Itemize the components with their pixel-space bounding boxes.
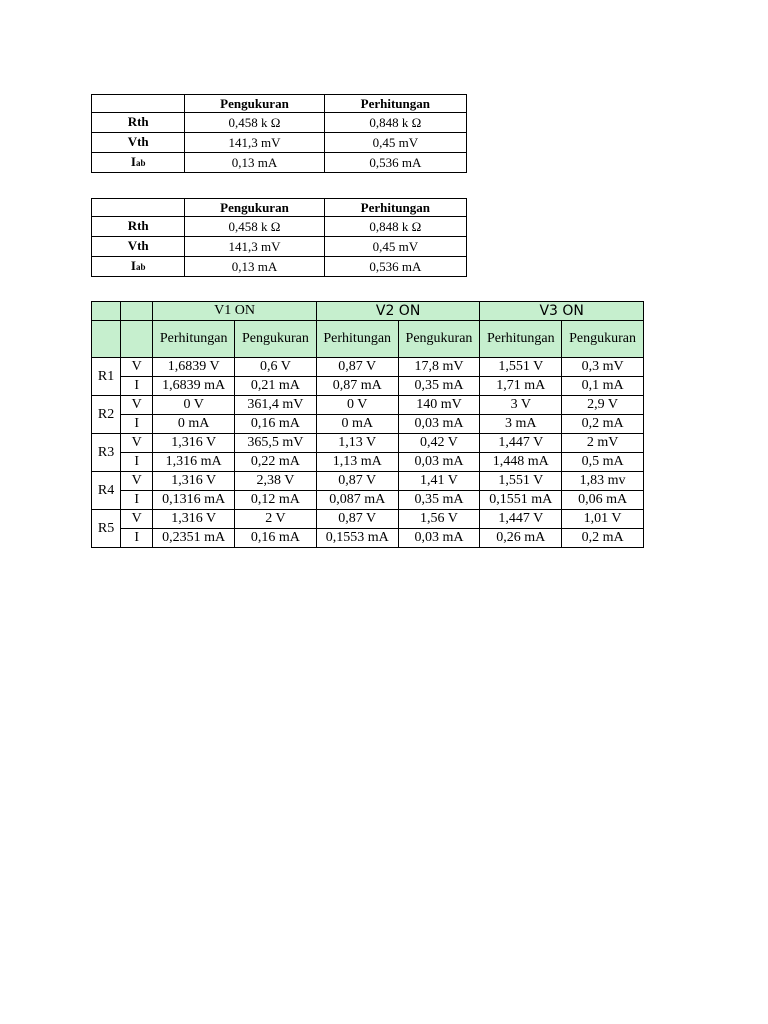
table-row [92, 153, 467, 173]
cell-perhitungan: 0,536 mA [324, 153, 466, 173]
resistor-label: R1 [92, 358, 121, 396]
table-row [92, 237, 467, 257]
value-cell: 0,87 V [316, 510, 398, 529]
table-row [92, 415, 644, 434]
cell-perhitungan: 0,45 mV [324, 237, 466, 257]
subheader-perhitungan: Perhitungan [316, 321, 398, 358]
resistor-measurement-table [91, 301, 644, 548]
header-cell-pengukuran: Pengukuran [185, 95, 324, 113]
thevenin-table-2 [91, 198, 467, 277]
value-cell: 0,35 mA [398, 377, 480, 396]
value-cell: 0,03 mA [398, 415, 480, 434]
table-row [92, 434, 644, 453]
value-cell: 0,1553 mA [316, 529, 398, 548]
quantity-type: I [121, 491, 153, 510]
cell-pengukuran: 0,458 k Ω [185, 217, 324, 237]
row-label-rth: Rth [92, 113, 185, 133]
table-row [92, 396, 644, 415]
quantity-type: V [121, 396, 153, 415]
value-cell: 1,447 V [480, 510, 562, 529]
thevenin-table-1 [91, 94, 467, 173]
value-cell: 1,71 mA [480, 377, 562, 396]
resistor-label: R3 [92, 434, 121, 472]
value-cell: 1,6839 mA [153, 377, 235, 396]
value-cell: 361,4 mV [235, 396, 317, 415]
table-row [92, 257, 467, 277]
group-header-v1-on: V1 ON [153, 302, 317, 321]
table-row [92, 453, 644, 472]
value-cell: 0,26 mA [480, 529, 562, 548]
value-cell: 0 mA [316, 415, 398, 434]
quantity-type: I [121, 415, 153, 434]
quantity-type: V [121, 358, 153, 377]
table-row [92, 377, 644, 396]
subheader-pengukuran: Pengukuran [398, 321, 480, 358]
value-cell: 0,35 mA [398, 491, 480, 510]
value-cell: 0,87 mA [316, 377, 398, 396]
value-cell: 0,2351 mA [153, 529, 235, 548]
value-cell: 0,03 mA [398, 453, 480, 472]
resistor-label: R2 [92, 396, 121, 434]
table-row [92, 113, 467, 133]
subheader-perhitungan: Perhitungan [153, 321, 235, 358]
value-cell: 0,1551 mA [480, 491, 562, 510]
table-row [92, 217, 467, 237]
row-label-iab: Iab [92, 153, 185, 173]
header-cell-empty [121, 321, 153, 358]
value-cell: 0,12 mA [235, 491, 317, 510]
value-cell: 1,01 V [562, 510, 644, 529]
value-cell: 0,5 mA [562, 453, 644, 472]
group-header-row [92, 302, 644, 321]
value-cell: 1,316 V [153, 510, 235, 529]
quantity-type: I [121, 529, 153, 548]
value-cell: 0,16 mA [235, 529, 317, 548]
value-cell: 0 V [153, 396, 235, 415]
value-cell: 0,2 mA [562, 529, 644, 548]
value-cell: 0,6 V [235, 358, 317, 377]
value-cell: 0,87 V [316, 472, 398, 491]
header-cell-perhitungan: Perhitungan [324, 199, 466, 217]
value-cell: 1,448 mA [480, 453, 562, 472]
cell-pengukuran: 141,3 mV [185, 133, 324, 153]
subheader-perhitungan: Perhitungan [480, 321, 562, 358]
table-row [92, 472, 644, 491]
value-cell: 0 V [316, 396, 398, 415]
header-cell-empty [92, 95, 185, 113]
value-cell: 1,13 V [316, 434, 398, 453]
value-cell: 17,8 mV [398, 358, 480, 377]
quantity-type: V [121, 510, 153, 529]
value-cell: 0,06 mA [562, 491, 644, 510]
value-cell: 1,13 mA [316, 453, 398, 472]
resistor-label: R4 [92, 472, 121, 510]
value-cell: 1,551 V [480, 358, 562, 377]
value-cell: 2,9 V [562, 396, 644, 415]
table-header-row [92, 199, 467, 217]
value-cell: 1,316 mA [153, 453, 235, 472]
table-row [92, 358, 644, 377]
value-cell: 140 mV [398, 396, 480, 415]
value-cell: 0,03 mA [398, 529, 480, 548]
quantity-type: I [121, 453, 153, 472]
value-cell: 0,3 mV [562, 358, 644, 377]
sub-header-row [92, 321, 644, 358]
row-label-vth: Vth [92, 237, 185, 257]
value-cell: 2,38 V [235, 472, 317, 491]
value-cell: 0,22 mA [235, 453, 317, 472]
value-cell: 1,83 mv [562, 472, 644, 491]
cell-pengukuran: 0,458 k Ω [185, 113, 324, 133]
cell-perhitungan: 0,45 mV [324, 133, 466, 153]
value-cell: 2 mV [562, 434, 644, 453]
quantity-type: V [121, 434, 153, 453]
quantity-type: I [121, 377, 153, 396]
cell-pengukuran: 0,13 mA [185, 153, 324, 173]
value-cell: 1,316 V [153, 434, 235, 453]
row-label-vth: Vth [92, 133, 185, 153]
value-cell: 3 mA [480, 415, 562, 434]
header-cell-empty [92, 199, 185, 217]
value-cell: 0,21 mA [235, 377, 317, 396]
header-cell-empty [92, 321, 121, 358]
value-cell: 0,1 mA [562, 377, 644, 396]
value-cell: 0,16 mA [235, 415, 317, 434]
resistor-rows [92, 358, 644, 548]
cell-perhitungan: 0,536 mA [324, 257, 466, 277]
header-cell-pengukuran: Pengukuran [185, 199, 324, 217]
table-row [92, 529, 644, 548]
cell-perhitungan: 0,848 k Ω [324, 217, 466, 237]
value-cell: 0 mA [153, 415, 235, 434]
value-cell: 2 V [235, 510, 317, 529]
value-cell: 0,087 mA [316, 491, 398, 510]
quantity-type: V [121, 472, 153, 491]
value-cell: 1,56 V [398, 510, 480, 529]
value-cell: 0,87 V [316, 358, 398, 377]
table-header-row [92, 95, 467, 113]
resistor-label: R5 [92, 510, 121, 548]
value-cell: 0,1316 mA [153, 491, 235, 510]
value-cell: 1,6839 V [153, 358, 235, 377]
row-label-iab: Iab [92, 257, 185, 277]
group-header-v3-on: V3 ON [480, 302, 644, 321]
table-row [92, 133, 467, 153]
value-cell: 0,42 V [398, 434, 480, 453]
value-cell: 0,2 mA [562, 415, 644, 434]
value-cell: 1,316 V [153, 472, 235, 491]
subheader-pengukuran: Pengukuran [235, 321, 317, 358]
cell-perhitungan: 0,848 k Ω [324, 113, 466, 133]
header-cell-empty [92, 302, 121, 321]
cell-pengukuran: 0,13 mA [185, 257, 324, 277]
subheader-pengukuran: Pengukuran [562, 321, 644, 358]
value-cell: 1,551 V [480, 472, 562, 491]
value-cell: 3 V [480, 396, 562, 415]
value-cell: 365,5 mV [235, 434, 317, 453]
row-label-rth: Rth [92, 217, 185, 237]
value-cell: 1,41 V [398, 472, 480, 491]
header-cell-perhitungan: Perhitungan [324, 95, 466, 113]
value-cell: 1,447 V [480, 434, 562, 453]
table-row [92, 491, 644, 510]
table-row [92, 510, 644, 529]
cell-pengukuran: 141,3 mV [185, 237, 324, 257]
header-cell-empty [121, 302, 153, 321]
group-header-v2-on: V2 ON [316, 302, 480, 321]
